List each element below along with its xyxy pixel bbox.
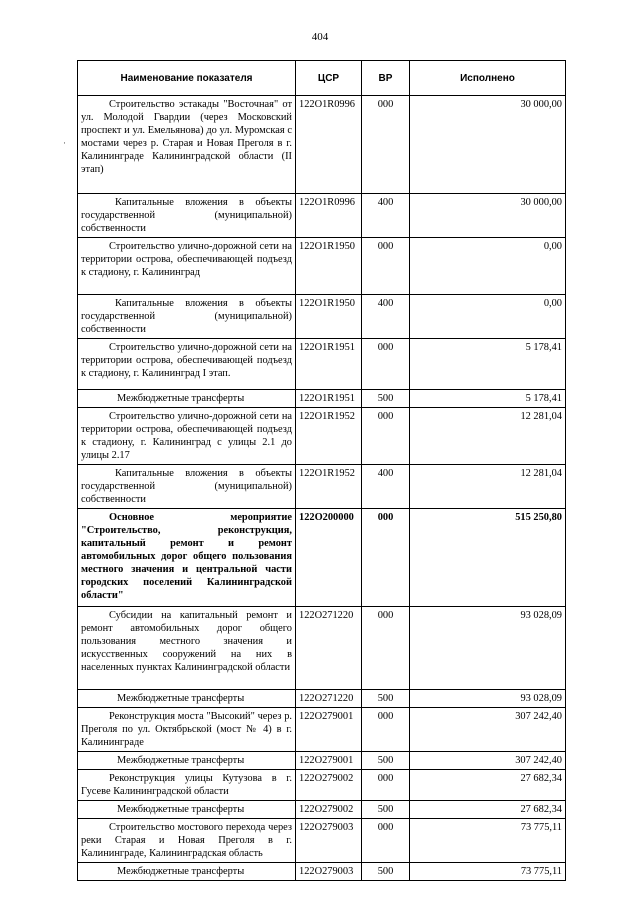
row-name: Реконструкция моста "Высокий" через р. Преголя по ул. Октябрьской (мост № 4) в г. Калининграде bbox=[78, 708, 296, 752]
row-csr: 122O1R1950 bbox=[296, 295, 362, 339]
header-name: Наименование показателя bbox=[78, 61, 296, 96]
row-vr: 000 bbox=[362, 607, 410, 690]
row-csr: 122O1R1951 bbox=[296, 339, 362, 390]
table-row-main-activity bbox=[78, 509, 566, 607]
row-csr: 122O279001 bbox=[296, 708, 362, 752]
row-name: Строительство улично-дорожной сети на территории острова, обеспечивающей подъезд к стадиону, г. Калининград I этап. bbox=[78, 339, 296, 390]
row-amount: 5 178,41 bbox=[410, 390, 566, 408]
row-csr: 122O1R1951 bbox=[296, 390, 362, 408]
table-row bbox=[78, 690, 566, 708]
table-row bbox=[78, 607, 566, 690]
row-csr: 122O1R0996 bbox=[296, 194, 362, 238]
row-vr: 000 bbox=[362, 408, 410, 465]
table-row bbox=[78, 752, 566, 770]
header-executed: Исполнено bbox=[410, 61, 566, 96]
row-vr: 500 bbox=[362, 390, 410, 408]
row-csr: 122O1R1952 bbox=[296, 408, 362, 465]
row-amount: 12 281,04 bbox=[410, 408, 566, 465]
row-name: Межбюджетные трансферты bbox=[78, 752, 296, 770]
table-row bbox=[78, 465, 566, 509]
table-row bbox=[78, 770, 566, 801]
row-csr: 122O279002 bbox=[296, 801, 362, 819]
row-amount: 73 775,11 bbox=[410, 863, 566, 881]
table-row bbox=[78, 863, 566, 881]
row-amount: 27 682,34 bbox=[410, 770, 566, 801]
row-vr: 400 bbox=[362, 295, 410, 339]
table-row bbox=[78, 295, 566, 339]
row-amount: 0,00 bbox=[410, 295, 566, 339]
table-row bbox=[78, 238, 566, 295]
row-csr: 122O1R1952 bbox=[296, 465, 362, 509]
row-vr: 400 bbox=[362, 465, 410, 509]
row-name: Межбюджетные трансферты bbox=[78, 690, 296, 708]
row-vr: 000 bbox=[362, 708, 410, 752]
row-csr: 122O279002 bbox=[296, 770, 362, 801]
row-amount: 0,00 bbox=[410, 238, 566, 295]
row-csr: 122O1R0996 bbox=[296, 96, 362, 194]
row-vr: 400 bbox=[362, 194, 410, 238]
row-vr: 000 bbox=[362, 238, 410, 295]
row-name: Межбюджетные трансферты bbox=[78, 390, 296, 408]
row-vr: 000 bbox=[362, 96, 410, 194]
table-row bbox=[78, 390, 566, 408]
row-csr: 122O279003 bbox=[296, 863, 362, 881]
row-amount: 73 775,11 bbox=[410, 819, 566, 863]
row-name: Капитальные вложения в объекты государственной (муниципальной) собственности bbox=[78, 295, 296, 339]
row-amount: 30 000,00 bbox=[410, 194, 566, 238]
row-csr: 122O279001 bbox=[296, 752, 362, 770]
row-vr: 500 bbox=[362, 863, 410, 881]
header-vr: ВР bbox=[362, 61, 410, 96]
row-amount: 5 178,41 bbox=[410, 339, 566, 390]
table-row bbox=[78, 819, 566, 863]
row-name: Межбюджетные трансферты bbox=[78, 863, 296, 881]
row-name: Основное мероприятие "Строительство, реконструкция, капитальный ремонт и ремонт автомобильных дорог общего пользования местного значения и центральной части городских поселений Калининградской области" bbox=[78, 509, 296, 607]
row-csr: 122O271220 bbox=[296, 607, 362, 690]
budget-table bbox=[77, 60, 566, 881]
row-amount: 27 682,34 bbox=[410, 801, 566, 819]
row-csr: 122O1R1950 bbox=[296, 238, 362, 295]
table-row bbox=[78, 96, 566, 194]
row-name: Реконструкция улицы Кутузова в г. Гусеве Калининградской области bbox=[78, 770, 296, 801]
row-amount: 307 242,40 bbox=[410, 752, 566, 770]
row-name: Строительство эстакады "Восточная" от ул. Молодой Гвардии (через Московский проспект и ул. Емельянова) до ул. Муромская с мостами через р. Старая и Новая Преголя в г. Калининграде Калининградской области (II этап) bbox=[78, 96, 296, 194]
table-row bbox=[78, 801, 566, 819]
row-name: Капитальные вложения в объекты государственной (муниципальной) собственности bbox=[78, 194, 296, 238]
row-amount: 93 028,09 bbox=[410, 690, 566, 708]
row-vr: 500 bbox=[362, 690, 410, 708]
row-csr: 122O271220 bbox=[296, 690, 362, 708]
row-vr: 000 bbox=[362, 509, 410, 607]
row-amount: 307 242,40 bbox=[410, 708, 566, 752]
row-name: Строительство улично-дорожной сети на территории острова, обеспечивающей подъезд к стадиону, г. Калининград с улицы 2.1 до улицы 2.17 bbox=[78, 408, 296, 465]
table-header-row bbox=[78, 61, 566, 96]
row-vr: 000 bbox=[362, 819, 410, 863]
row-vr: 500 bbox=[362, 752, 410, 770]
table-row bbox=[78, 339, 566, 390]
row-csr: 122O200000 bbox=[296, 509, 362, 607]
row-amount: 93 028,09 bbox=[410, 607, 566, 690]
margin-mark: · bbox=[63, 138, 66, 148]
row-vr: 500 bbox=[362, 801, 410, 819]
table-row bbox=[78, 708, 566, 752]
table-row bbox=[78, 408, 566, 465]
row-amount: 515 250,80 bbox=[410, 509, 566, 607]
row-name: Капитальные вложения в объекты государственной (муниципальной) собственности bbox=[78, 465, 296, 509]
row-name: Субсидии на капитальный ремонт и ремонт автомобильных дорог общего пользования местного значения и искусственных сооружений на них в населенных пунктах Калининградской области bbox=[78, 607, 296, 690]
row-amount: 12 281,04 bbox=[410, 465, 566, 509]
header-csr: ЦСР bbox=[296, 61, 362, 96]
table-row bbox=[78, 194, 566, 238]
row-name: Межбюджетные трансферты bbox=[78, 801, 296, 819]
row-name: Строительство мостового перехода через реки Старая и Новая Преголя в г. Калининграде, Калининградская область bbox=[78, 819, 296, 863]
row-vr: 000 bbox=[362, 770, 410, 801]
row-amount: 30 000,00 bbox=[410, 96, 566, 194]
page-number: 404 bbox=[311, 31, 329, 43]
row-vr: 000 bbox=[362, 339, 410, 390]
row-name: Строительство улично-дорожной сети на территории острова, обеспечивающей подъезд к стадиону, г. Калининград bbox=[78, 238, 296, 295]
row-csr: 122O279003 bbox=[296, 819, 362, 863]
